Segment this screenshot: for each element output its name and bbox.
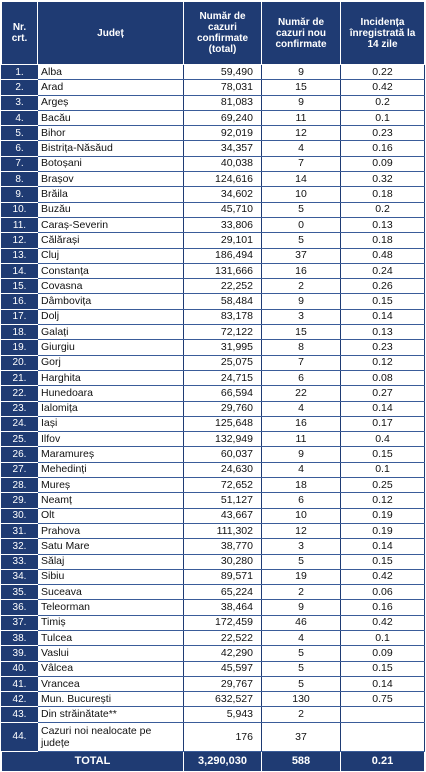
- table-row: [2, 355, 425, 370]
- row-incidence: 0.19: [341, 523, 425, 538]
- row-total-cases: 34,357: [184, 141, 262, 156]
- table-row: [2, 325, 425, 340]
- row-county: Alba: [38, 65, 184, 80]
- row-number: 29.: [2, 493, 38, 508]
- row-total-cases: 83,178: [184, 309, 262, 324]
- row-county: Cazuri noi nealocate pe județe: [38, 722, 184, 751]
- table-row: [2, 722, 425, 751]
- row-total-cases: 22,252: [184, 279, 262, 294]
- row-total-cases: 45,597: [184, 661, 262, 676]
- header-total: Număr de cazuri confirmate (total): [184, 2, 262, 65]
- row-new-cases: 9: [262, 600, 341, 615]
- table-row: [2, 386, 425, 401]
- row-incidence: [341, 707, 425, 722]
- row-incidence: 0.27: [341, 386, 425, 401]
- table-row: [2, 202, 425, 217]
- row-total-cases: 72,652: [184, 478, 262, 493]
- row-incidence: [341, 722, 425, 751]
- row-county: Mehedinți: [38, 462, 184, 477]
- table-row: [2, 692, 425, 707]
- table-row: [2, 554, 425, 569]
- row-total-cases: 33,806: [184, 217, 262, 232]
- table-row: [2, 263, 425, 278]
- row-new-cases: 5: [262, 646, 341, 661]
- row-number: 14.: [2, 263, 38, 278]
- row-incidence: 0.12: [341, 493, 425, 508]
- row-new-cases: 12: [262, 126, 341, 141]
- row-county: Buzău: [38, 202, 184, 217]
- row-county: Vaslui: [38, 646, 184, 661]
- row-new-cases: 2: [262, 279, 341, 294]
- row-incidence: 0.06: [341, 585, 425, 600]
- row-number: 36.: [2, 600, 38, 615]
- row-total-cases: 176: [184, 722, 262, 751]
- row-county: Covasna: [38, 279, 184, 294]
- row-total-cases: 59,490: [184, 65, 262, 80]
- row-number: 25.: [2, 432, 38, 447]
- row-new-cases: 37: [262, 248, 341, 263]
- row-incidence: 0.2: [341, 95, 425, 110]
- row-county: Mureș: [38, 478, 184, 493]
- row-new-cases: 18: [262, 478, 341, 493]
- row-total-cases: 22,522: [184, 630, 262, 645]
- row-county: Dolj: [38, 309, 184, 324]
- row-total-cases: 45,710: [184, 202, 262, 217]
- row-new-cases: 4: [262, 462, 341, 477]
- table-row: [2, 707, 425, 722]
- row-number: 10.: [2, 202, 38, 217]
- row-county: Vrancea: [38, 676, 184, 691]
- row-incidence: 0.1: [341, 630, 425, 645]
- row-new-cases: 11: [262, 432, 341, 447]
- row-incidence: 0.14: [341, 309, 425, 324]
- table-row: [2, 508, 425, 523]
- table-row: [2, 523, 425, 538]
- table-row: [2, 493, 425, 508]
- row-total-cases: 172,459: [184, 615, 262, 630]
- row-new-cases: 15: [262, 80, 341, 95]
- header-noi: Număr de cazuri nou confirmate: [262, 2, 341, 65]
- row-number: 18.: [2, 325, 38, 340]
- row-new-cases: 2: [262, 585, 341, 600]
- row-incidence: 0.09: [341, 646, 425, 661]
- table-row: [2, 141, 425, 156]
- row-county: Cluj: [38, 248, 184, 263]
- row-number: 4.: [2, 110, 38, 125]
- row-number: 5.: [2, 126, 38, 141]
- row-total-cases: 24,630: [184, 462, 262, 477]
- covid-county-table: [1, 1, 425, 772]
- row-total-cases: 89,571: [184, 569, 262, 584]
- total-label: TOTAL: [2, 751, 184, 771]
- row-number: 1.: [2, 65, 38, 80]
- row-new-cases: 130: [262, 692, 341, 707]
- row-number: 34.: [2, 569, 38, 584]
- table-row: [2, 279, 425, 294]
- row-county: Timiș: [38, 615, 184, 630]
- row-total-cases: 69,240: [184, 110, 262, 125]
- row-total-cases: 38,464: [184, 600, 262, 615]
- row-new-cases: 46: [262, 615, 341, 630]
- table-row: [2, 187, 425, 202]
- row-number: 40.: [2, 661, 38, 676]
- row-number: 15.: [2, 279, 38, 294]
- row-incidence: 0.42: [341, 615, 425, 630]
- row-county: Argeș: [38, 95, 184, 110]
- row-incidence: 0.12: [341, 355, 425, 370]
- row-number: 20.: [2, 355, 38, 370]
- row-total-cases: 60,037: [184, 447, 262, 462]
- row-number: 35.: [2, 585, 38, 600]
- row-new-cases: 37: [262, 722, 341, 751]
- row-county: Bistrița-Năsăud: [38, 141, 184, 156]
- row-new-cases: 0: [262, 217, 341, 232]
- row-total-cases: 42,290: [184, 646, 262, 661]
- row-incidence: 0.23: [341, 126, 425, 141]
- row-incidence: 0.25: [341, 478, 425, 493]
- row-county: Călărași: [38, 233, 184, 248]
- row-county: Ilfov: [38, 432, 184, 447]
- row-new-cases: 9: [262, 95, 341, 110]
- row-new-cases: 5: [262, 233, 341, 248]
- row-incidence: 0.13: [341, 325, 425, 340]
- row-number: 8.: [2, 172, 38, 187]
- table-header-row: [2, 2, 425, 65]
- row-total-cases: 81,083: [184, 95, 262, 110]
- row-number: 9.: [2, 187, 38, 202]
- row-number: 24.: [2, 416, 38, 431]
- row-total-cases: 632,527: [184, 692, 262, 707]
- row-number: 22.: [2, 386, 38, 401]
- row-county: Tulcea: [38, 630, 184, 645]
- table-row: [2, 432, 425, 447]
- row-number: 7.: [2, 156, 38, 171]
- row-incidence: 0.1: [341, 110, 425, 125]
- row-incidence: 0.2: [341, 202, 425, 217]
- row-new-cases: 6: [262, 493, 341, 508]
- row-county: Bacău: [38, 110, 184, 125]
- row-total-cases: 78,031: [184, 80, 262, 95]
- table-row: [2, 615, 425, 630]
- row-number: 16.: [2, 294, 38, 309]
- table-row: [2, 80, 425, 95]
- row-incidence: 0.26: [341, 279, 425, 294]
- row-new-cases: 15: [262, 325, 341, 340]
- row-new-cases: 4: [262, 401, 341, 416]
- row-new-cases: 7: [262, 156, 341, 171]
- row-new-cases: 7: [262, 355, 341, 370]
- row-new-cases: 5: [262, 202, 341, 217]
- total-new-cases: 588: [262, 751, 341, 771]
- table-row: [2, 416, 425, 431]
- row-total-cases: 30,280: [184, 554, 262, 569]
- row-incidence: 0.4: [341, 432, 425, 447]
- row-county: Gorj: [38, 355, 184, 370]
- row-total-cases: 58,484: [184, 294, 262, 309]
- row-county: Arad: [38, 80, 184, 95]
- row-county: Galați: [38, 325, 184, 340]
- table-row: [2, 217, 425, 232]
- row-incidence: 0.14: [341, 401, 425, 416]
- row-new-cases: 12: [262, 523, 341, 538]
- table-row: [2, 478, 425, 493]
- row-county: Hunedoara: [38, 386, 184, 401]
- row-new-cases: 9: [262, 294, 341, 309]
- table-row: [2, 340, 425, 355]
- table-row: [2, 309, 425, 324]
- row-number: 31.: [2, 523, 38, 538]
- row-total-cases: 186,494: [184, 248, 262, 263]
- table-row: [2, 95, 425, 110]
- row-new-cases: 19: [262, 569, 341, 584]
- table-row: [2, 539, 425, 554]
- row-total-cases: 29,760: [184, 401, 262, 416]
- row-total-cases: 24,715: [184, 370, 262, 385]
- total-row: [2, 751, 425, 771]
- row-incidence: 0.15: [341, 661, 425, 676]
- row-total-cases: 34,602: [184, 187, 262, 202]
- row-county: Botoșani: [38, 156, 184, 171]
- header-nr: Nr. crt.: [2, 2, 38, 65]
- row-total-cases: 124,616: [184, 172, 262, 187]
- row-number: 23.: [2, 401, 38, 416]
- row-new-cases: 8: [262, 340, 341, 355]
- row-number: 27.: [2, 462, 38, 477]
- row-new-cases: 22: [262, 386, 341, 401]
- row-county: Giurgiu: [38, 340, 184, 355]
- row-number: 41.: [2, 676, 38, 691]
- table-row: [2, 600, 425, 615]
- row-number: 3.: [2, 95, 38, 110]
- row-number: 30.: [2, 508, 38, 523]
- row-new-cases: 10: [262, 187, 341, 202]
- row-number: 33.: [2, 554, 38, 569]
- row-total-cases: 132,949: [184, 432, 262, 447]
- row-total-cases: 40,038: [184, 156, 262, 171]
- row-incidence: 0.19: [341, 508, 425, 523]
- table-row: [2, 569, 425, 584]
- row-incidence: 0.17: [341, 416, 425, 431]
- row-county: Sălaj: [38, 554, 184, 569]
- row-total-cases: 43,667: [184, 508, 262, 523]
- row-number: 32.: [2, 539, 38, 554]
- row-total-cases: 66,594: [184, 386, 262, 401]
- table-row: [2, 110, 425, 125]
- row-new-cases: 4: [262, 141, 341, 156]
- row-total-cases: 131,666: [184, 263, 262, 278]
- row-county: Constanța: [38, 263, 184, 278]
- row-new-cases: 2: [262, 707, 341, 722]
- row-county: Sibiu: [38, 569, 184, 584]
- row-incidence: 0.42: [341, 569, 425, 584]
- row-county: Ialomița: [38, 401, 184, 416]
- row-county: Satu Mare: [38, 539, 184, 554]
- row-county: Vâlcea: [38, 661, 184, 676]
- row-new-cases: 5: [262, 554, 341, 569]
- total-cases: 3,290,030: [184, 751, 262, 771]
- row-incidence: 0.16: [341, 141, 425, 156]
- row-new-cases: 9: [262, 65, 341, 80]
- row-number: 17.: [2, 309, 38, 324]
- row-county: Suceava: [38, 585, 184, 600]
- row-incidence: 0.22: [341, 65, 425, 80]
- row-new-cases: 3: [262, 539, 341, 554]
- row-county: Brașov: [38, 172, 184, 187]
- row-total-cases: 65,224: [184, 585, 262, 600]
- table-row: [2, 172, 425, 187]
- row-incidence: 0.75: [341, 692, 425, 707]
- table-row: [2, 370, 425, 385]
- table-row: [2, 294, 425, 309]
- row-number: 6.: [2, 141, 38, 156]
- row-incidence: 0.15: [341, 447, 425, 462]
- row-incidence: 0.15: [341, 294, 425, 309]
- row-new-cases: 4: [262, 630, 341, 645]
- row-county: Neamț: [38, 493, 184, 508]
- table-row: [2, 676, 425, 691]
- row-number: 13.: [2, 248, 38, 263]
- row-new-cases: 14: [262, 172, 341, 187]
- row-total-cases: 51,127: [184, 493, 262, 508]
- row-number: 21.: [2, 370, 38, 385]
- table-row: [2, 661, 425, 676]
- row-new-cases: 10: [262, 508, 341, 523]
- row-county: Iași: [38, 416, 184, 431]
- table-row: [2, 462, 425, 477]
- row-number: 44.: [2, 722, 38, 751]
- row-new-cases: 16: [262, 263, 341, 278]
- table-row: [2, 401, 425, 416]
- row-county: Dâmbovița: [38, 294, 184, 309]
- row-county: Olt: [38, 508, 184, 523]
- row-number: 42.: [2, 692, 38, 707]
- row-incidence: 0.1: [341, 462, 425, 477]
- row-number: 28.: [2, 478, 38, 493]
- row-number: 19.: [2, 340, 38, 355]
- row-total-cases: 5,943: [184, 707, 262, 722]
- row-incidence: 0.09: [341, 156, 425, 171]
- row-number: 43.: [2, 707, 38, 722]
- row-incidence: 0.23: [341, 340, 425, 355]
- row-incidence: 0.32: [341, 172, 425, 187]
- table-row: [2, 65, 425, 80]
- row-total-cases: 29,767: [184, 676, 262, 691]
- row-incidence: 0.15: [341, 554, 425, 569]
- row-total-cases: 31,995: [184, 340, 262, 355]
- row-incidence: 0.42: [341, 80, 425, 95]
- header-incidenta: Incidența înregistrată la 14 zile: [341, 2, 425, 65]
- row-new-cases: 9: [262, 447, 341, 462]
- row-new-cases: 5: [262, 676, 341, 691]
- row-incidence: 0.24: [341, 263, 425, 278]
- table-row: [2, 248, 425, 263]
- row-incidence: 0.16: [341, 600, 425, 615]
- row-incidence: 0.08: [341, 370, 425, 385]
- row-incidence: 0.13: [341, 217, 425, 232]
- table-row: [2, 447, 425, 462]
- row-county: Din străinătate**: [38, 707, 184, 722]
- table-row: [2, 233, 425, 248]
- row-county: Brăila: [38, 187, 184, 202]
- row-number: 12.: [2, 233, 38, 248]
- row-number: 11.: [2, 217, 38, 232]
- row-county: Maramureș: [38, 447, 184, 462]
- row-new-cases: 6: [262, 370, 341, 385]
- row-incidence: 0.48: [341, 248, 425, 263]
- row-county: Bihor: [38, 126, 184, 141]
- row-county: Caraș-Severin: [38, 217, 184, 232]
- row-incidence: 0.14: [341, 539, 425, 554]
- total-incidence: 0.21: [341, 751, 425, 771]
- row-county: Mun. București: [38, 692, 184, 707]
- row-total-cases: 29,101: [184, 233, 262, 248]
- row-total-cases: 111,302: [184, 523, 262, 538]
- row-new-cases: 5: [262, 661, 341, 676]
- row-total-cases: 25,075: [184, 355, 262, 370]
- row-total-cases: 92,019: [184, 126, 262, 141]
- row-number: 37.: [2, 615, 38, 630]
- row-number: 39.: [2, 646, 38, 661]
- table-row: [2, 126, 425, 141]
- row-number: 2.: [2, 80, 38, 95]
- row-county: Prahova: [38, 523, 184, 538]
- table-row: [2, 585, 425, 600]
- row-number: 38.: [2, 630, 38, 645]
- row-new-cases: 16: [262, 416, 341, 431]
- row-total-cases: 72,122: [184, 325, 262, 340]
- row-new-cases: 11: [262, 110, 341, 125]
- table-row: [2, 156, 425, 171]
- row-new-cases: 3: [262, 309, 341, 324]
- row-incidence: 0.18: [341, 187, 425, 202]
- row-total-cases: 125,648: [184, 416, 262, 431]
- table-row: [2, 646, 425, 661]
- table-row: [2, 630, 425, 645]
- row-county: Teleorman: [38, 600, 184, 615]
- header-judet: Județ: [38, 2, 184, 65]
- row-incidence: 0.14: [341, 676, 425, 691]
- row-number: 26.: [2, 447, 38, 462]
- row-county: Harghita: [38, 370, 184, 385]
- row-total-cases: 38,770: [184, 539, 262, 554]
- row-incidence: 0.18: [341, 233, 425, 248]
